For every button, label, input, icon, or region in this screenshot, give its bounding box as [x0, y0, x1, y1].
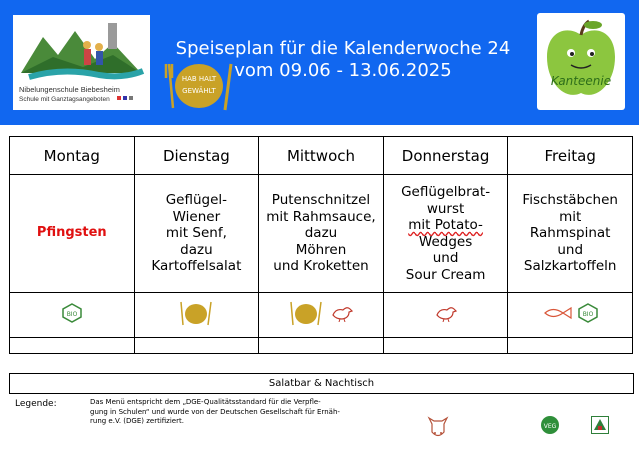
blank-cell: [259, 338, 384, 354]
holiday-label: Pfingsten: [36, 225, 107, 241]
dish-line: mit Potato-: [408, 217, 483, 233]
icon-row: [10, 293, 633, 338]
day-header-wednesday: Mittwoch: [259, 137, 384, 175]
legend-text-line: rung e.V. (DGE) zertifiziert.: [90, 417, 184, 425]
dish-line: Wedges: [418, 233, 473, 250]
dish-line: Geflügel-: [165, 192, 228, 209]
legend-label: Legende:: [15, 399, 57, 409]
blank-cell: [508, 338, 633, 354]
blank-row: [10, 338, 633, 354]
school-logo: [13, 15, 150, 110]
svg-text:BIO: BIO: [582, 311, 594, 318]
hab-halt-gewaehlt-badge: [163, 60, 238, 115]
dish-line: Möhren: [295, 241, 347, 258]
dish-line: mit Senf,: [165, 225, 227, 242]
dish-line: mit Rahmsauce,: [266, 208, 376, 225]
brand-logo-text: Kanteenie: [550, 74, 612, 88]
legend-text-line: Das Menü entspricht dem „DGE-Qualitätsstandard für die Verpfle-: [90, 398, 321, 406]
icon-cell-thursday: [383, 293, 508, 338]
dish-line: Geflügelbrat-: [401, 184, 491, 200]
dish-cell-thursday: [383, 175, 508, 293]
icon-cell-tuesday: [134, 293, 259, 338]
dish-line: mit: [559, 208, 582, 225]
icon-cell-wednesday: [259, 293, 384, 338]
dge-certified-icon: [591, 416, 609, 438]
dish-line: wurst: [426, 200, 465, 217]
icon-cell-monday: [10, 293, 135, 338]
school-subtitle-text: Schule mit Ganztagsangeboten: [19, 96, 110, 103]
dish-line: Fischstäbchen: [522, 192, 618, 209]
poultry-icon: [434, 304, 458, 326]
badge-text-top: HAB HALT: [181, 75, 217, 83]
dish-line: Wiener: [172, 208, 221, 225]
hab-halt-gewaehlt-icon: [178, 299, 214, 331]
dish-line: dazu: [180, 241, 213, 258]
dish-line: Sour Cream: [405, 266, 486, 283]
menu-table: [9, 136, 633, 354]
title-week: Speiseplan für die Kalenderwoche 24: [175, 38, 511, 59]
dish-line: Salzkartoffeln: [523, 258, 617, 275]
school-name-text: Nibelungenschule Biebesheim: [19, 85, 120, 94]
dish-line: Kartoffelsalat: [151, 258, 242, 275]
dish-line: und Kroketten: [273, 258, 369, 275]
dish-line: Putenschnitzel: [271, 192, 371, 209]
bio-icon: [62, 303, 82, 327]
legend-text: [90, 398, 360, 427]
salad-bar-note: Salatbar & Nachtisch: [9, 373, 634, 394]
svg-text:VEG: VEG: [543, 423, 557, 430]
dish-cell-tuesday: [134, 175, 259, 293]
dish-cell-wednesday: [259, 175, 384, 293]
dish-line: und: [557, 241, 584, 258]
fish-icon: [543, 305, 573, 325]
vegetarian-icon: [540, 415, 560, 439]
icon-cell-friday: [508, 293, 633, 338]
bio-icon: [578, 303, 598, 327]
blank-cell: [134, 338, 259, 354]
badge-text-bottom: GEWÄHLT: [182, 87, 216, 95]
hab-halt-gewaehlt-icon: [288, 299, 324, 331]
day-header-tuesday: Dienstag: [134, 137, 259, 175]
dish-cell-friday: [508, 175, 633, 293]
legend-text-line: gung in Schulen“ und wurde von der Deutschen Gesellschaft für Ernäh-: [90, 407, 340, 416]
dish-cell-monday: [10, 175, 135, 293]
dish-row: [10, 175, 633, 293]
beef-icon: [427, 414, 449, 444]
day-header-row: [10, 137, 633, 175]
dish-line: Rahmspinat: [529, 225, 611, 242]
title-date-range: vom 09.06 - 13.06.2025: [234, 60, 452, 81]
day-header-thursday: Donnerstag: [383, 137, 508, 175]
kanteenie-logo: [537, 13, 625, 110]
blank-cell: [383, 338, 508, 354]
dish-line: dazu: [304, 225, 338, 242]
header-banner: [0, 0, 639, 125]
svg-text:BIO: BIO: [66, 311, 78, 318]
day-header-monday: Montag: [10, 137, 135, 175]
poultry-icon: [330, 304, 354, 326]
dish-line: und: [432, 250, 459, 266]
day-header-friday: Freitag: [508, 137, 633, 175]
blank-cell: [10, 338, 135, 354]
